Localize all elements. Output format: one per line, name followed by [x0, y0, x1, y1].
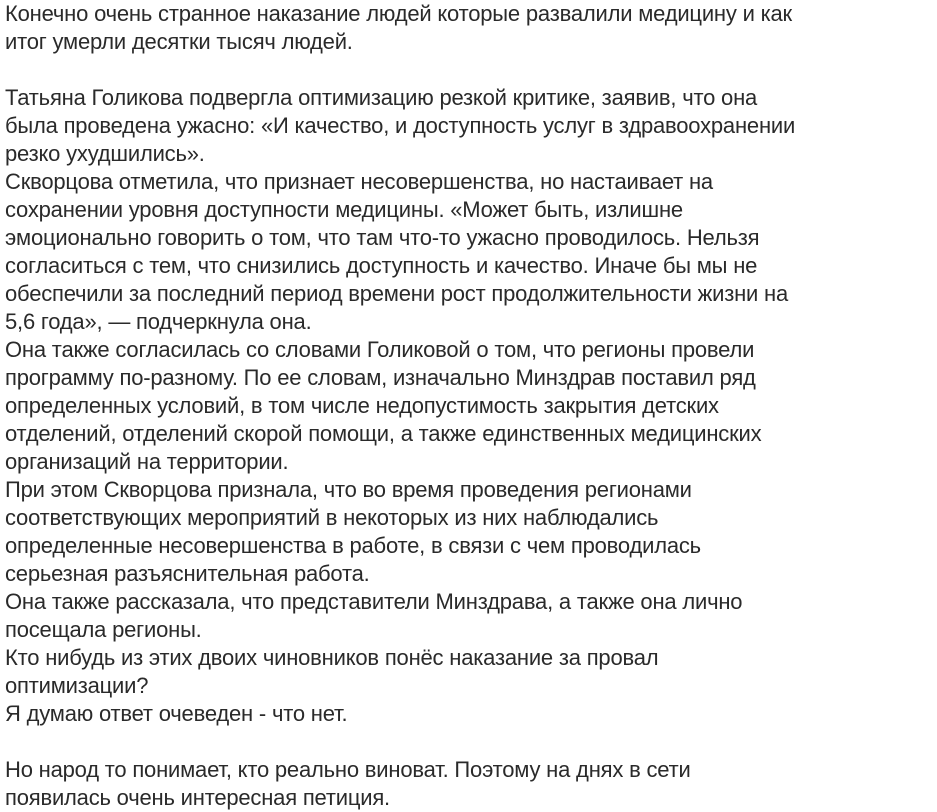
text-line: Но народ то понимает, кто реально виноват. Поэтому на днях в сети	[5, 757, 691, 782]
text-line: Я думаю ответ очеведен - что нет.	[5, 701, 348, 726]
text-line: отделений, отделений скорой помощи, а также единственных медицинских	[5, 421, 762, 446]
text-line: При этом Скворцова признала, что во время проведения регионами	[5, 477, 692, 502]
text-line: появилась очень интересная петиция.	[5, 785, 390, 810]
text-line: обеспечили за последний период времени рост продолжительности жизни на	[5, 281, 789, 306]
text-line: была проведена ужасно: «И качество, и доступность услуг в здравоохранении	[5, 113, 796, 138]
text-line: Конечно очень странное наказание людей которые развалили медицину и как	[5, 1, 792, 26]
text-line: Татьяна Голикова подвергла оптимизацию резкой критике, заявив, что она	[5, 85, 758, 110]
text-line: оптимизации?	[5, 673, 149, 698]
document-text	[5, 0, 795, 812]
text-line: определенные несовершенства в работе, в связи с чем проводилась	[5, 533, 701, 558]
blank-line	[5, 56, 795, 84]
text-line: соответствующих мероприятий в некоторых из них наблюдались	[5, 505, 659, 530]
text-line: эмоционально говорить о том, что там что-то ужасно проводилось. Нельзя	[5, 225, 760, 250]
text-line: программу по-разному. По ее словам, изначально Минздрав поставил ряд	[5, 365, 756, 390]
text-line: согласиться с тем, что снизились доступность и качество. Иначе бы мы не	[5, 253, 758, 278]
text-line: серьезная разъяснительная работа.	[5, 561, 370, 586]
text-line: организаций на территории.	[5, 449, 289, 474]
text-line: определенных условий, в том числе недопустимость закрытия детских	[5, 393, 719, 418]
text-line: итог умерли десятки тысяч людей.	[5, 29, 353, 54]
text-line: Скворцова отметила, что признает несовершенства, но настаивает на	[5, 169, 713, 194]
text-line: Она также согласилась со словами Голиковой о том, что регионы провели	[5, 337, 755, 362]
text-line: Она также рассказала, что представители Минздрава, а также она лично	[5, 589, 743, 614]
blank-line	[5, 728, 795, 756]
text-line: 5,6 года», — подчеркнула она.	[5, 309, 312, 334]
text-line: сохранении уровня доступности медицины. «Может быть, излишне	[5, 197, 683, 222]
text-line: Кто нибудь из этих двоих чиновников понёс наказание за провал	[5, 645, 659, 670]
text-line: посещала регионы.	[5, 617, 202, 642]
text-line: резко ухудшились».	[5, 141, 205, 166]
